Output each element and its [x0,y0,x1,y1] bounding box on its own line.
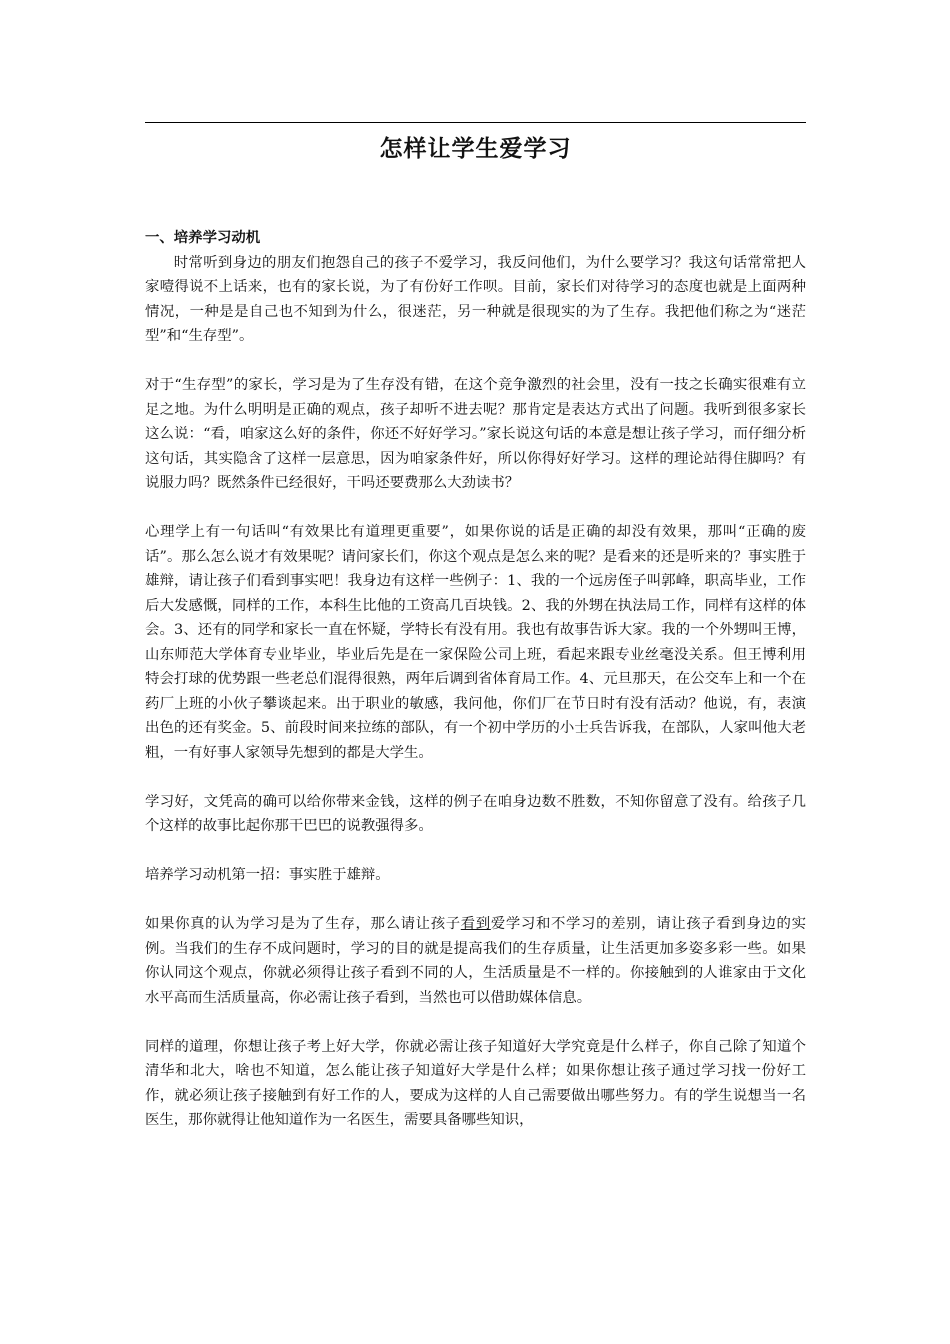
paragraph: 时常听到身边的朋友们抱怨自己的孩子不爱学习，我反问他们，为什么要学习？我这句话常常把人家噎得说不上话来，也有的家长说，为了有份好工作呗。目前，家长们对待学习的态度也就是上面两种情况，一种是是自己也不知到为什么，很迷茫，另一种就是很现实的为了生存。我把他们称之为“迷茫型”和“生存型”。 [145,254,806,344]
paragraph-text: 爱学习和不学习的差别，请让孩子看到身边的实例。当我们的生存不成问题时，学习的目的就是提高我们的生存质量，让生活更加多姿多彩一些。如果你认同这个观点，你就必须得让孩子看到不同的人，生活质量是不一样的。你接触到的人谁家由于文化水平高而生活质量高，你必需让孩子看到，当然也可以借助媒体信息。 [145,916,806,1006]
document-title: 怎样让学生爱学习 [379,136,572,162]
paragraph: 学习好，文凭高的确可以给你带来金钱，这样的例子在咱身边数不胜数，不知你留意了没有。给孩子几个这样的故事比起你那干巴巴的说教强得多。 [145,793,806,834]
paragraph: 同样的道理，你想让孩子考上好大学，你就必需让孩子知道好大学究竟是什么样子，你自己除了知道个清华和北大，啥也不知道，怎么能让孩子知道好大学是什么样；如果你想让孩子通过学习找一份好工作，就必须让孩子接触到有好工作的人，要成为这样的人自己需要做出哪些努力。有的学生说想当一名医生，那你就得让他知道作为一名医生，需要具备哪些知识， [145,1038,806,1128]
paragraph: 培养学习动机第一招：事实胜于雄辩。 [145,867,390,883]
paragraph-text: 如果你真的认为学习是为了生存，那么请让孩子 [145,916,461,932]
paragraph: 对于“生存型”的家长，学习是为了生存没有错，在这个竞争激烈的社会里，没有一技之长确实很难有立足之地。为什么明明是正确的观点，孩子却听不进去呢？那肯定是表达方式出了问题。我听到很多家长这么说：“看，咱家这么好的条件，你还不好好学习。”家长说这句话的本意是想让孩子学习，而仔细分析这句话，其实隐含了这样一层意思，因为咱家条件好，所以你得好好学习。这样的理论站得住脚吗？有说服力吗？既然条件已经很好，干吗还要费那么大劲读书？ [145,377,806,491]
paragraph [145,912,806,1010]
paragraph: 心理学上有一句话叫“有效果比有道理更重要”，如果你说的话是正确的却没有效果，那叫“正确的废话”。那么怎么说才有效果呢？请问家长们，你这个观点是怎么来的呢？是看来的还是听来的？事实胜于雄辩，请让孩子们看到事实吧！我身边有这样一些例子：1、我的一个远房侄子叫郭峰，职高毕业，工作后大发感慨，同样的工作，本科生比他的工资高几百块钱。2、我的外甥在执法局工作，同样有这样的体会。3、还有的同学和家长一直在怀疑，学特长有没有用。我也有故事告诉大家。我的一个外甥叫王博，山东师范大学体育专业毕业，毕业后先是在一家保险公司上班，看起来跟专业丝毫没关系。但王博利用特会打球的优势跟一些老总们混得很熟，两年后调到省体育局工作。4、元旦那天，在公交车上和一个在药厂上班的小伙子攀谈起来。出于职业的敏感，我问他，你们厂在节日时有没有活动？他说，有，表演出色的还有奖金。5、前段时间来拉练的部队，有一个初中学历的小士兵告诉我，在部队，人家叫他大老粗，一有好事人家领导先想到的都是大学生。 [145,524,806,761]
document-body [145,226,806,1157]
underlined-text: 看到 [460,916,491,932]
header-rule [145,122,806,123]
section-heading: 一、培养学习动机 [145,230,261,246]
